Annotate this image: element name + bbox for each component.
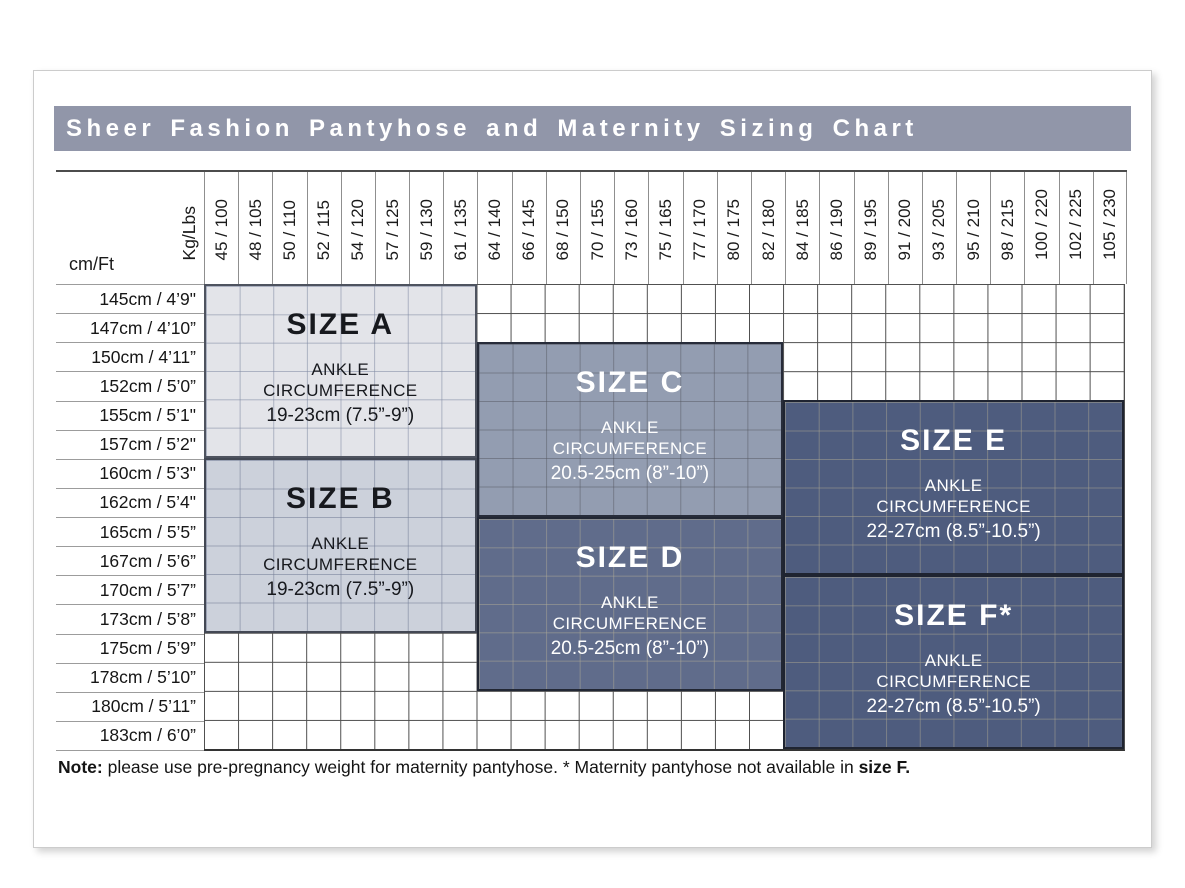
weight-header-cell — [341, 172, 375, 284]
height-row-label: 150cm / 4’11” — [56, 343, 204, 372]
size-region-circumference-label — [553, 592, 707, 634]
weight-header-cell — [409, 172, 443, 284]
height-row-label: 152cm / 5’0” — [56, 372, 204, 401]
circumference-line-1: ANKLE — [924, 476, 983, 496]
circumference-line-1: ANKLE — [311, 360, 370, 379]
weight-header-text: 75 / 165 — [655, 198, 675, 260]
weight-header-cell — [272, 172, 306, 284]
weight-header-text: 57 / 125 — [382, 198, 402, 260]
weight-header-text: 64 / 140 — [485, 198, 505, 260]
height-row-label: 173cm / 5’8” — [56, 605, 204, 634]
height-row-label: 160cm / 5’3" — [56, 460, 204, 489]
height-row-label: 162cm / 5’4" — [56, 489, 204, 518]
weight-header-cell — [648, 172, 682, 284]
weight-axis-header — [56, 172, 1127, 284]
size-region-a — [204, 284, 477, 458]
weight-header-text: 52 / 115 — [314, 199, 334, 260]
height-row-label: 155cm / 5’1" — [56, 402, 204, 431]
weight-header-text: 102 / 225 — [1066, 189, 1086, 260]
height-row-label: 157cm / 5’2" — [56, 431, 204, 460]
weight-header-cell — [204, 172, 238, 284]
chart-title-bar — [54, 106, 1131, 151]
circumference-line-2: CIRCUMFERENCE — [876, 671, 1031, 691]
weight-header-text: 91 / 200 — [895, 198, 915, 260]
height-row-label: 147cm / 4’10” — [56, 314, 204, 343]
size-region-b — [204, 458, 477, 632]
weight-header-text: 100 / 220 — [1032, 189, 1052, 260]
size-region-e — [783, 400, 1124, 574]
weight-header-cell — [1059, 172, 1093, 284]
size-region-d — [477, 517, 784, 691]
weight-unit-label: Kg/Lbs — [179, 205, 199, 260]
weight-header-text: 84 / 185 — [792, 198, 812, 260]
footnote-emphasis: size F. — [858, 757, 911, 777]
weight-header-cell — [1093, 172, 1127, 284]
weight-header-cell — [307, 172, 341, 284]
height-row-label: 170cm / 5’7” — [56, 576, 204, 605]
weight-header-cell — [238, 172, 272, 284]
weight-header-text: 66 / 145 — [519, 198, 539, 260]
weight-header-cell — [785, 172, 819, 284]
weight-header-cell — [512, 172, 546, 284]
circumference-line-1: ANKLE — [311, 534, 370, 554]
size-region-range: 20.5-25cm (8”-10”) — [550, 637, 710, 659]
circumference-line-2: CIRCUMFERENCE — [552, 439, 708, 459]
footnote-text: please use pre-pregnancy weight for maternity pantyhose. * Maternity pantyhose not available in — [102, 757, 859, 777]
weight-header-cell — [922, 172, 956, 284]
weight-header-cell — [683, 172, 717, 284]
footnote-label: Note: — [58, 757, 103, 777]
weight-header-cell — [546, 172, 580, 284]
weight-header-text: 105 / 230 — [1099, 189, 1119, 260]
size-region-title: SIZE D — [575, 540, 685, 574]
size-region-f — [783, 575, 1124, 749]
weight-header-text: 93 / 205 — [929, 198, 949, 260]
weight-header-text: 95 / 210 — [963, 198, 983, 260]
circumference-line-2: CIRCUMFERENCE — [263, 381, 418, 400]
weight-header-cell — [990, 172, 1024, 284]
weight-header-text: 61 / 135 — [450, 198, 470, 260]
size-region-title: SIZE F* — [894, 598, 1014, 632]
chart-title: Sheer Fashion Pantyhose and Maternity Sizing Chart — [66, 114, 918, 142]
sizing-chart-card — [33, 70, 1152, 848]
weight-header-text: 80 / 175 — [724, 198, 744, 260]
weight-header-cell — [854, 172, 888, 284]
height-row-label: 145cm / 4’9" — [56, 285, 204, 314]
size-region-title: SIZE A — [286, 308, 395, 341]
weight-header-cell — [477, 172, 511, 284]
weight-header-cell — [888, 172, 922, 284]
height-row-label: 178cm / 5’10” — [56, 664, 204, 693]
size-region-title: SIZE E — [900, 424, 1008, 458]
weight-header-cell — [956, 172, 990, 284]
size-region-circumference-label — [553, 417, 707, 459]
size-region-range: 22-27cm (8.5”-10.5”) — [866, 521, 1041, 543]
size-region-circumference-label — [876, 650, 1030, 692]
height-row-label: 167cm / 5’6” — [56, 547, 204, 576]
footnote — [58, 757, 910, 778]
height-unit-label: cm/Ft — [69, 254, 114, 274]
weight-header-text: 48 / 105 — [245, 198, 265, 260]
size-grid — [204, 284, 1125, 751]
weight-header-text: 89 / 195 — [861, 198, 881, 260]
weight-header-text: 70 / 155 — [587, 198, 607, 260]
weight-header-text: 98 / 215 — [997, 198, 1017, 260]
weight-header-text: 54 / 120 — [348, 198, 368, 260]
height-row-label: 175cm / 5’9” — [56, 635, 204, 664]
circumference-line-2: CIRCUMFERENCE — [263, 555, 418, 575]
size-region-range: 20.5-25cm (8”-10”) — [550, 463, 710, 485]
weight-header-cells — [204, 172, 1127, 284]
weight-header-text: 77 / 170 — [690, 198, 710, 260]
weight-header-text: 86 / 190 — [826, 198, 846, 260]
weight-header-cell — [375, 172, 409, 284]
weight-header-cell — [580, 172, 614, 284]
size-region-circumference-label — [263, 359, 417, 401]
weight-header-cell — [819, 172, 853, 284]
size-region-circumference-label — [263, 533, 417, 575]
size-region-range: 22-27cm (8.5”-10.5”) — [866, 695, 1041, 717]
height-row-label: 165cm / 5’5” — [56, 518, 204, 547]
weight-header-text: 59 / 130 — [416, 198, 436, 260]
size-region-circumference-label — [876, 475, 1030, 517]
weight-header-cell — [614, 172, 648, 284]
circumference-line-2: CIRCUMFERENCE — [876, 497, 1031, 517]
size-region-title: SIZE C — [575, 366, 685, 400]
circumference-line-2: CIRCUMFERENCE — [552, 613, 708, 633]
height-row-label: 183cm / 6’0” — [56, 722, 204, 751]
height-label-column — [56, 284, 204, 751]
circumference-line-1: ANKLE — [601, 418, 659, 438]
weight-header-text: 45 / 100 — [211, 198, 231, 260]
size-region-title: SIZE B — [285, 482, 395, 516]
weight-header-cell — [751, 172, 785, 284]
weight-header-cell — [717, 172, 751, 284]
size-region-range: 19-23cm (7.5”-9”) — [266, 579, 415, 601]
weight-header-text: 50 / 110 — [279, 199, 299, 260]
circumference-line-1: ANKLE — [924, 650, 983, 670]
size-region-range: 19-23cm (7.5”-9”) — [266, 405, 415, 426]
circumference-line-1: ANKLE — [601, 592, 659, 612]
weight-header-text: 68 / 150 — [553, 198, 573, 260]
weight-header-cell — [443, 172, 477, 284]
height-row-label: 180cm / 5’11” — [56, 693, 204, 722]
size-region-c — [477, 342, 784, 516]
weight-header-text: 73 / 160 — [621, 198, 641, 260]
weight-header-text: 82 / 180 — [758, 198, 778, 260]
weight-header-cell — [1024, 172, 1058, 284]
